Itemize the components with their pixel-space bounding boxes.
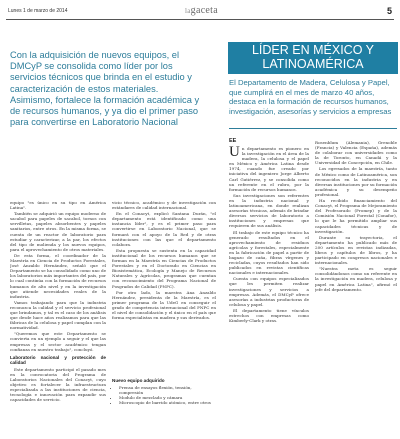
box-title: Nuevo equipo adquirido bbox=[112, 378, 165, 383]
newspaper-logo bbox=[185, 5, 218, 16]
paragraph: El departamento tiene vínculos estrechos con empresas como Kimberly-Clark y otras. bbox=[229, 307, 309, 324]
subheading: Laboratorio nacional y protección de calidad bbox=[10, 354, 106, 366]
paragraph: Rosenblum (Alemania), Grenoble (Francia) y Valencia (España), además de colaborar con universidades como la de Toronto, en Canadá y la Universidad de Concepción, en Chile. bbox=[315, 140, 397, 166]
paragraph: De esta forma, el coordinador de la Maestría en Ciencia de Productos Forestales, José Anzaldo Hernández, señaló que el Departamento se ha consolidado como uno de los laboratorios más importantes del país, por lo cual continúa con la formación de recursos humanos de alto nivel y en la investigación que atiende necesidades reales de la industria. bbox=[10, 252, 106, 299]
paragraph: "Queremos que este Departamento se convierta en un ejemplo a seguir y el que las empresas y el sector académico tengan confianza en nuestro trabajo", concluyó. bbox=[10, 331, 106, 352]
paragraph-text: n departamento es pionero en la investigación en el área de la madera, la celulosa y el papel en México y América Latina desde 1974, cuando fue creado por iniciativa del ingeniero Jorge Alberto Carl Gutiérrez, y se consolida como un referente en el rubro, por la formación de recursos humanos. bbox=[229, 146, 309, 192]
header-rule bbox=[6, 19, 394, 20]
drop-cap: U bbox=[229, 146, 240, 160]
byline: EE bbox=[229, 138, 237, 144]
paragraph: Esta propuesta se sustenta en la capacidad institucional de los recursos humanos que se forman en la Maestría en Ciencias de Productos Forestales y en el Doctorado en Ciencias en Biosistemática, Ecología y Manejo de Recursos Naturales y Agrícolas, programas que cuentan con reconocimiento del Programa Nacional de Posgrados de Calidad (PNPC). bbox=[112, 247, 216, 289]
list-item: • Modulo de mezclado y cámara bbox=[119, 395, 216, 400]
logo-prefix: la bbox=[185, 7, 191, 15]
deck-text: El Departamento de Madera, Celulosa y Papel, que cumplirá en el mes de marzo 40 años, destaca en la formación de recursos humanos, investigación, asesorías y servicios a empresas bbox=[229, 78, 392, 116]
paragraph: También se adquirió un equipo moderno de sacabol para papeles de sacabol, tornos con servilletas, papeles absorbentes y papeles sanitarios, entre otros. En la misma forma, se cuenta de un reactor de laboratorio para estudiar y caracterizar, a la par, los efectos del tipo de molienda y los nuevos equipos, para el aprovechamiento de otros materiales. bbox=[10, 211, 106, 252]
paragraph: Sus investigaciones son referentes en la industria nacional y latinoamericana, en donde realizan asesorías técnicas, además de brindar diversos servicios de laboratorio a instituciones y empresas que requieren de sus análisis. bbox=[229, 192, 309, 229]
paragraph: Por otro lado, la maestra Ana Anzaldo Hernández, presidenta de la Maestría, es el primer programa de la UdeG en conseguir el grado de competencia internacional del PNPC en el nivel de consolidación y el único en el país que forma especialistas en madera y sus derivados. bbox=[112, 289, 216, 321]
lead-paragraph: Con la adquisición de nuevos equipos, el DMCyP se consolida como líder por los servicios técnicos que brinda en el estudio y caracterización de estos materiales. Asimismo, fortalece la formación académica y de recursos humanos, y ya dio el primer paso para convertirse en Laboratorio Nacional bbox=[10, 50, 200, 128]
paragraph: En el Conacyt, explicó Santana Durán, "el departamento está identificado como una instancia líder", y es el primer paso para convertirse en Laboratorio Nacional, que se formará con el apoyo de la Red y de otras instituciones con las que el departamento colabora. bbox=[112, 211, 216, 247]
paragraph: "Nuestra meta es seguir consolidándonos como un referente en la investigación en madera, celulosa y papel en América Latina", afirmó el jefe del departamento. bbox=[315, 266, 397, 292]
equipment-list bbox=[112, 385, 216, 405]
paragraph bbox=[229, 146, 309, 192]
logo-name: gaceta bbox=[190, 5, 218, 16]
paragraph: Cuenta con equipos especializados que les permiten realizar investigaciones y servicios a empresas. Además, el DMCyP ofrece asesorías a industrias productoras de celulosa y papel. bbox=[229, 276, 309, 307]
paragraph: El trabajo de este equipo técnico ha generado resultados en el aprovechamiento de residuos agrícolas y forestales, especialmente en la fabricación de papel a partir de bagazo de caña, fibras vírgenes y recicladas, cuyos resultados han sido publicados en revistas científicas nacionales e internacionales. bbox=[229, 229, 309, 276]
article-column-2 bbox=[112, 200, 216, 372]
deck-rule bbox=[229, 128, 397, 129]
section-banner bbox=[228, 42, 398, 74]
list-item: • Microscopio de barrido atómico, entre otros bbox=[119, 400, 216, 405]
equipment-box bbox=[112, 378, 216, 405]
banner-line-1: LÍDER EN MÉXICO Y bbox=[251, 43, 375, 57]
paragraph: vicio técnico, académico y de investigación con estándares de calidad internacional. bbox=[112, 200, 216, 211]
list-item: • Prensa de ensayos flexión, tensión, compresión bbox=[119, 385, 216, 395]
paragraph: Los egresados de la maestría, tanto de México como de Latinoamérica, son reconocidos en la industria y en diversas instituciones por su formación académica y su desempeño profesional. bbox=[315, 166, 397, 197]
paragraph: Durante su trayectoria, el departamento ha publicado más de 200 artículos en revistas indizadas, libros y capítulos de libros, y ha participado en congresos nacionales e internacionales. bbox=[315, 234, 397, 266]
page-number: 5 bbox=[386, 6, 392, 16]
paragraph: Ha recibido financiamiento del Conacyt, el Programa de Mejoramiento del Profesorado (Promep) y de la Comisión Nacional Forestal (Conafor), lo que le ha permitido ampliar sus capacidades técnicas y de investigación. bbox=[315, 198, 397, 234]
header-date: Lunes 1 de marzo de 2014 bbox=[8, 8, 68, 14]
article-column-3 bbox=[229, 146, 309, 434]
article-column-1 bbox=[10, 200, 106, 432]
banner-line-2: LATINOAMÉRICA bbox=[262, 57, 364, 71]
paragraph: Vamos trabajando para que la industria reconozca la calidad y el servicio profesional que brindamos, y tal es el caso de los análisis que desde hace años realizamos para que las fábricas de la celulosa y papel cumplan con la normatividad. bbox=[10, 299, 106, 331]
article-column-4 bbox=[315, 140, 397, 434]
paragraph: equipo "es único en su tipo en América Latina". bbox=[10, 200, 106, 211]
paragraph: Este departamento participó el pasado mes en la convocatoria del Programa de Laboratorios Nacionales del Conacyt, cuyo objetivo es fortalecer la infraestructura especializada a las instituciones de ciencia, tecnología e innovación para expandir sus capacidades de servicio. bbox=[10, 366, 106, 403]
